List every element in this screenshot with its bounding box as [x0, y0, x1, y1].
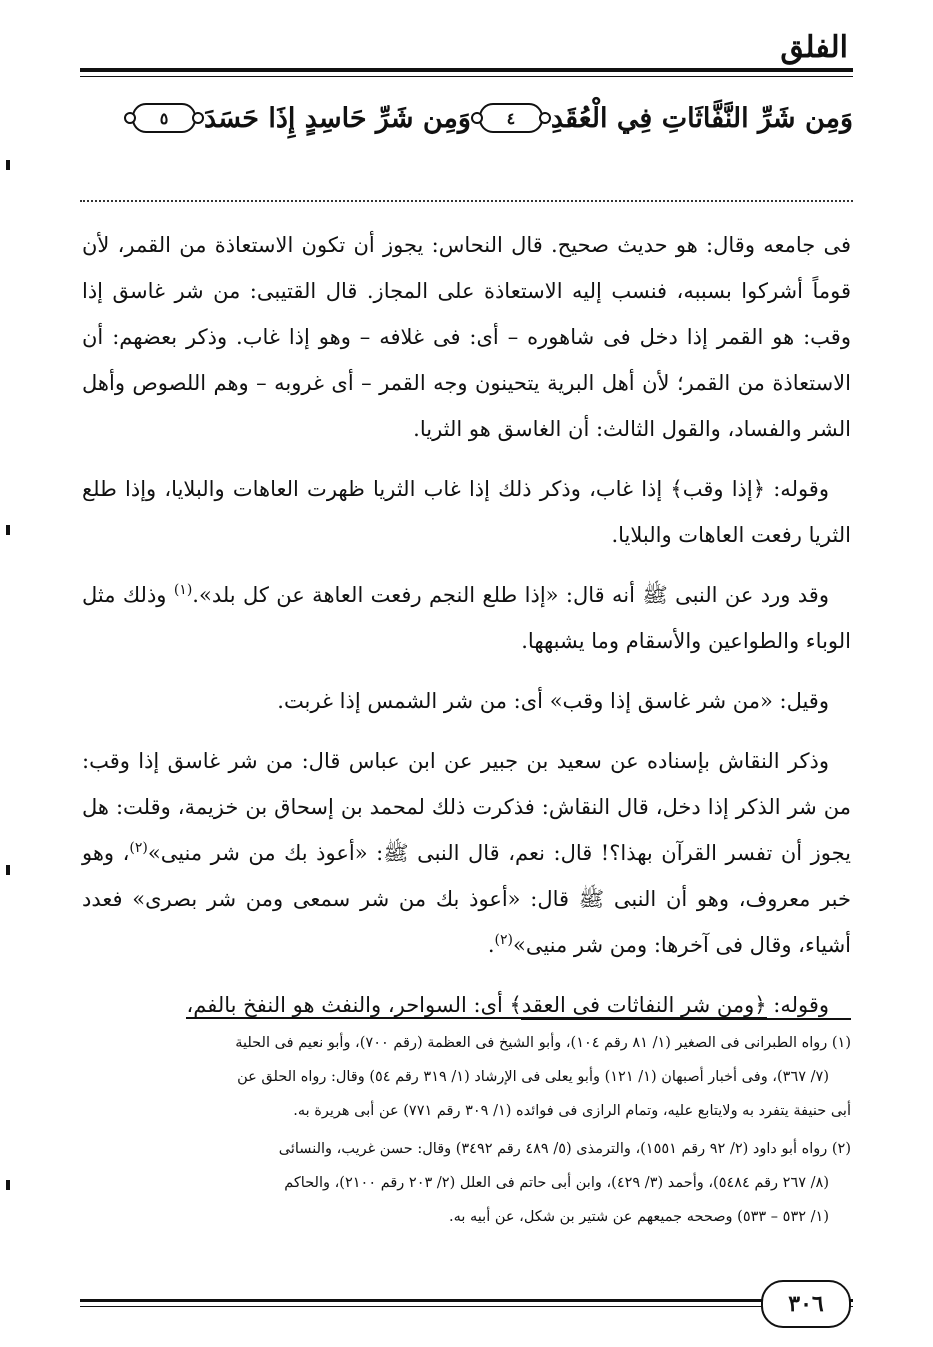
paragraph-5 [82, 738, 851, 968]
surah-title: الفلق [780, 30, 848, 65]
paragraph-1: فى جامعه وقال: هو حديث صحيح. قال النحاس: يجوز أن تكون الاستعاذة من القمر، لأن قوماً أشركوا بسببه، فنسب إليه الاستعاذة على المجاز. قال القتيبى: من شر غاسق إذا وقب: هو القمر إذا دخل فى شاهوره – أى: فى غلافه – وهو إذا غاب. وذكر بعضهم: أن الاستعاذة من القمر؛ لأن أهل البرية يتحينون وجه القمر – أى غروبه – وهم اللصوص وأهل الشر والفساد، والقول الثالث: أن الغاسق هو الثريا. [82, 233, 851, 441]
scan-edge-mark [6, 1180, 10, 1190]
footnote-2 [82, 1132, 851, 1234]
paragraph-5-end: . [487, 933, 495, 957]
footnote-1-line-3: أبى حنيفة يتفرد به ولايتابع عليه، وتمام الرازى فى فوائده (١/ ٣٠٩ رقم ٧٧١) عن أبى هريرة به. [293, 1103, 851, 1119]
verse-part-1: وَمِن شَرِّ النَّفَّاثَاتِ فِي الْعُقَدِ [550, 102, 853, 134]
verse-part-2: وَمِن شَرِّ حَاسِدٍ إِذَا حَسَدَ [204, 102, 471, 134]
footnote-2-line-1: (٢) رواه أبو داود (٢/ ٩٢ رقم ١٥٥١)، والترمذى (٥/ ٤٨٩ رقم ٣٤٩٢) وقال: حسن غريب، والنسائى [278, 1141, 851, 1157]
paragraph-6-quote: ﴿ومن شر النفاثات فى العقد﴾ أى: السواحر، والنفث هو النفخ بالفم، [186, 993, 767, 1017]
paragraph-5-b: ، وهو خبر معروف، وهو أن النبى ﷺ قال: «أعوذ بك من شر سمعى ومن شر بصرى» فعدد أشياء، وقال فى آخرها: ومن شر منيى» [82, 841, 851, 957]
scan-edge-mark [6, 865, 10, 875]
footnote-rule [521, 1018, 851, 1020]
footer-rule-thick [80, 1299, 853, 1302]
paragraph-2: وقوله: ﴿إذا وقب﴾ إذا غاب، وذكر ذلك إذا غاب الثريا ظهرت العاهات والبلايا، وإذا طلع الثريا رفعت العاهات والبلايا. [82, 477, 851, 547]
scan-edge-mark [6, 160, 10, 170]
footnotes [82, 1026, 851, 1234]
page-number: ٣٠٦ [761, 1280, 851, 1328]
header-rule-thin [80, 76, 853, 77]
paragraph-3 [82, 572, 851, 664]
verse-line [80, 92, 853, 144]
footnote-2-line-2: (٨/ ٢٦٧ رقم ٥٤٨٤)، وأحمد (٣/ ٤٢٩)، وابن أبى حاتم فى العلل (٢/ ٢٠٣ رقم ٢١٠٠)، والحاكم [284, 1175, 829, 1191]
commentary-body [82, 222, 851, 1028]
scan-edge-mark [6, 525, 10, 535]
footnote-ref-1[interactable]: (١) [173, 582, 193, 598]
footnote-ref-2b[interactable]: (٢) [494, 932, 513, 948]
paragraph-6 [82, 982, 851, 1028]
footnote-1-line-1: (١) رواه الطبرانى فى الصغير (١/ ٨١ رقم ١٠٤)، وأبو الشيخ فى العظمة (رقم ٧٠٠)، وأبو نعيم فى الحلية [235, 1035, 851, 1051]
ayah-marker-5: ٥ [132, 103, 196, 133]
paragraph-3-text: وقد ورد عن النبى ﷺ أنه قال: «إذا طلع النجم رفعت العاهة عن كل بلد». [192, 583, 829, 607]
ayah-marker-4: ٤ [479, 103, 543, 133]
footnote-1-line-2: (٧/ ٣٦٧)، وفى أخبار أصبهان (١/ ١٢١) وأبو يعلى فى الإرشاد (١/ ٣١٩ رقم ٥٤) وقال: رواه الحلق عن [237, 1069, 829, 1085]
footer-rule-thin [80, 1306, 853, 1307]
footnote-1 [82, 1026, 851, 1128]
paragraph-5-a: وذكر النقاش بإسناده عن سعيد بن جبير عن ابن عباس قال: من شر غاسق إذا وقب: من شر الذكر إذا دخل، قال النقاش: فذكرت ذلك لمحمد بن إسحاق بن خزيمة، وقلت: هل يجوز أن تفسر القرآن بهذا؟! قال: نعم، قال النبى ﷺ: «أعوذ بك من شر منيى» [82, 749, 851, 865]
footnote-ref-2a[interactable]: (٢) [129, 840, 148, 856]
verse-separator [80, 200, 853, 202]
paragraph-6-a: وقوله: [766, 993, 829, 1017]
footnote-2-line-3: (١/ ٥٣٢ – ٥٣٣) وصححه جميعهم عن شتير بن شكل، عن أبيه به. [449, 1209, 829, 1225]
paragraph-4: وقيل: «من شر غاسق إذا وقب» أى: من شر الشمس إذا غربت. [277, 689, 829, 713]
paragraph-3-cont: وذلك مثل الوباء والطواعين والأسقام وما يشبهها. [82, 583, 851, 653]
header-rule-thick [80, 68, 853, 72]
